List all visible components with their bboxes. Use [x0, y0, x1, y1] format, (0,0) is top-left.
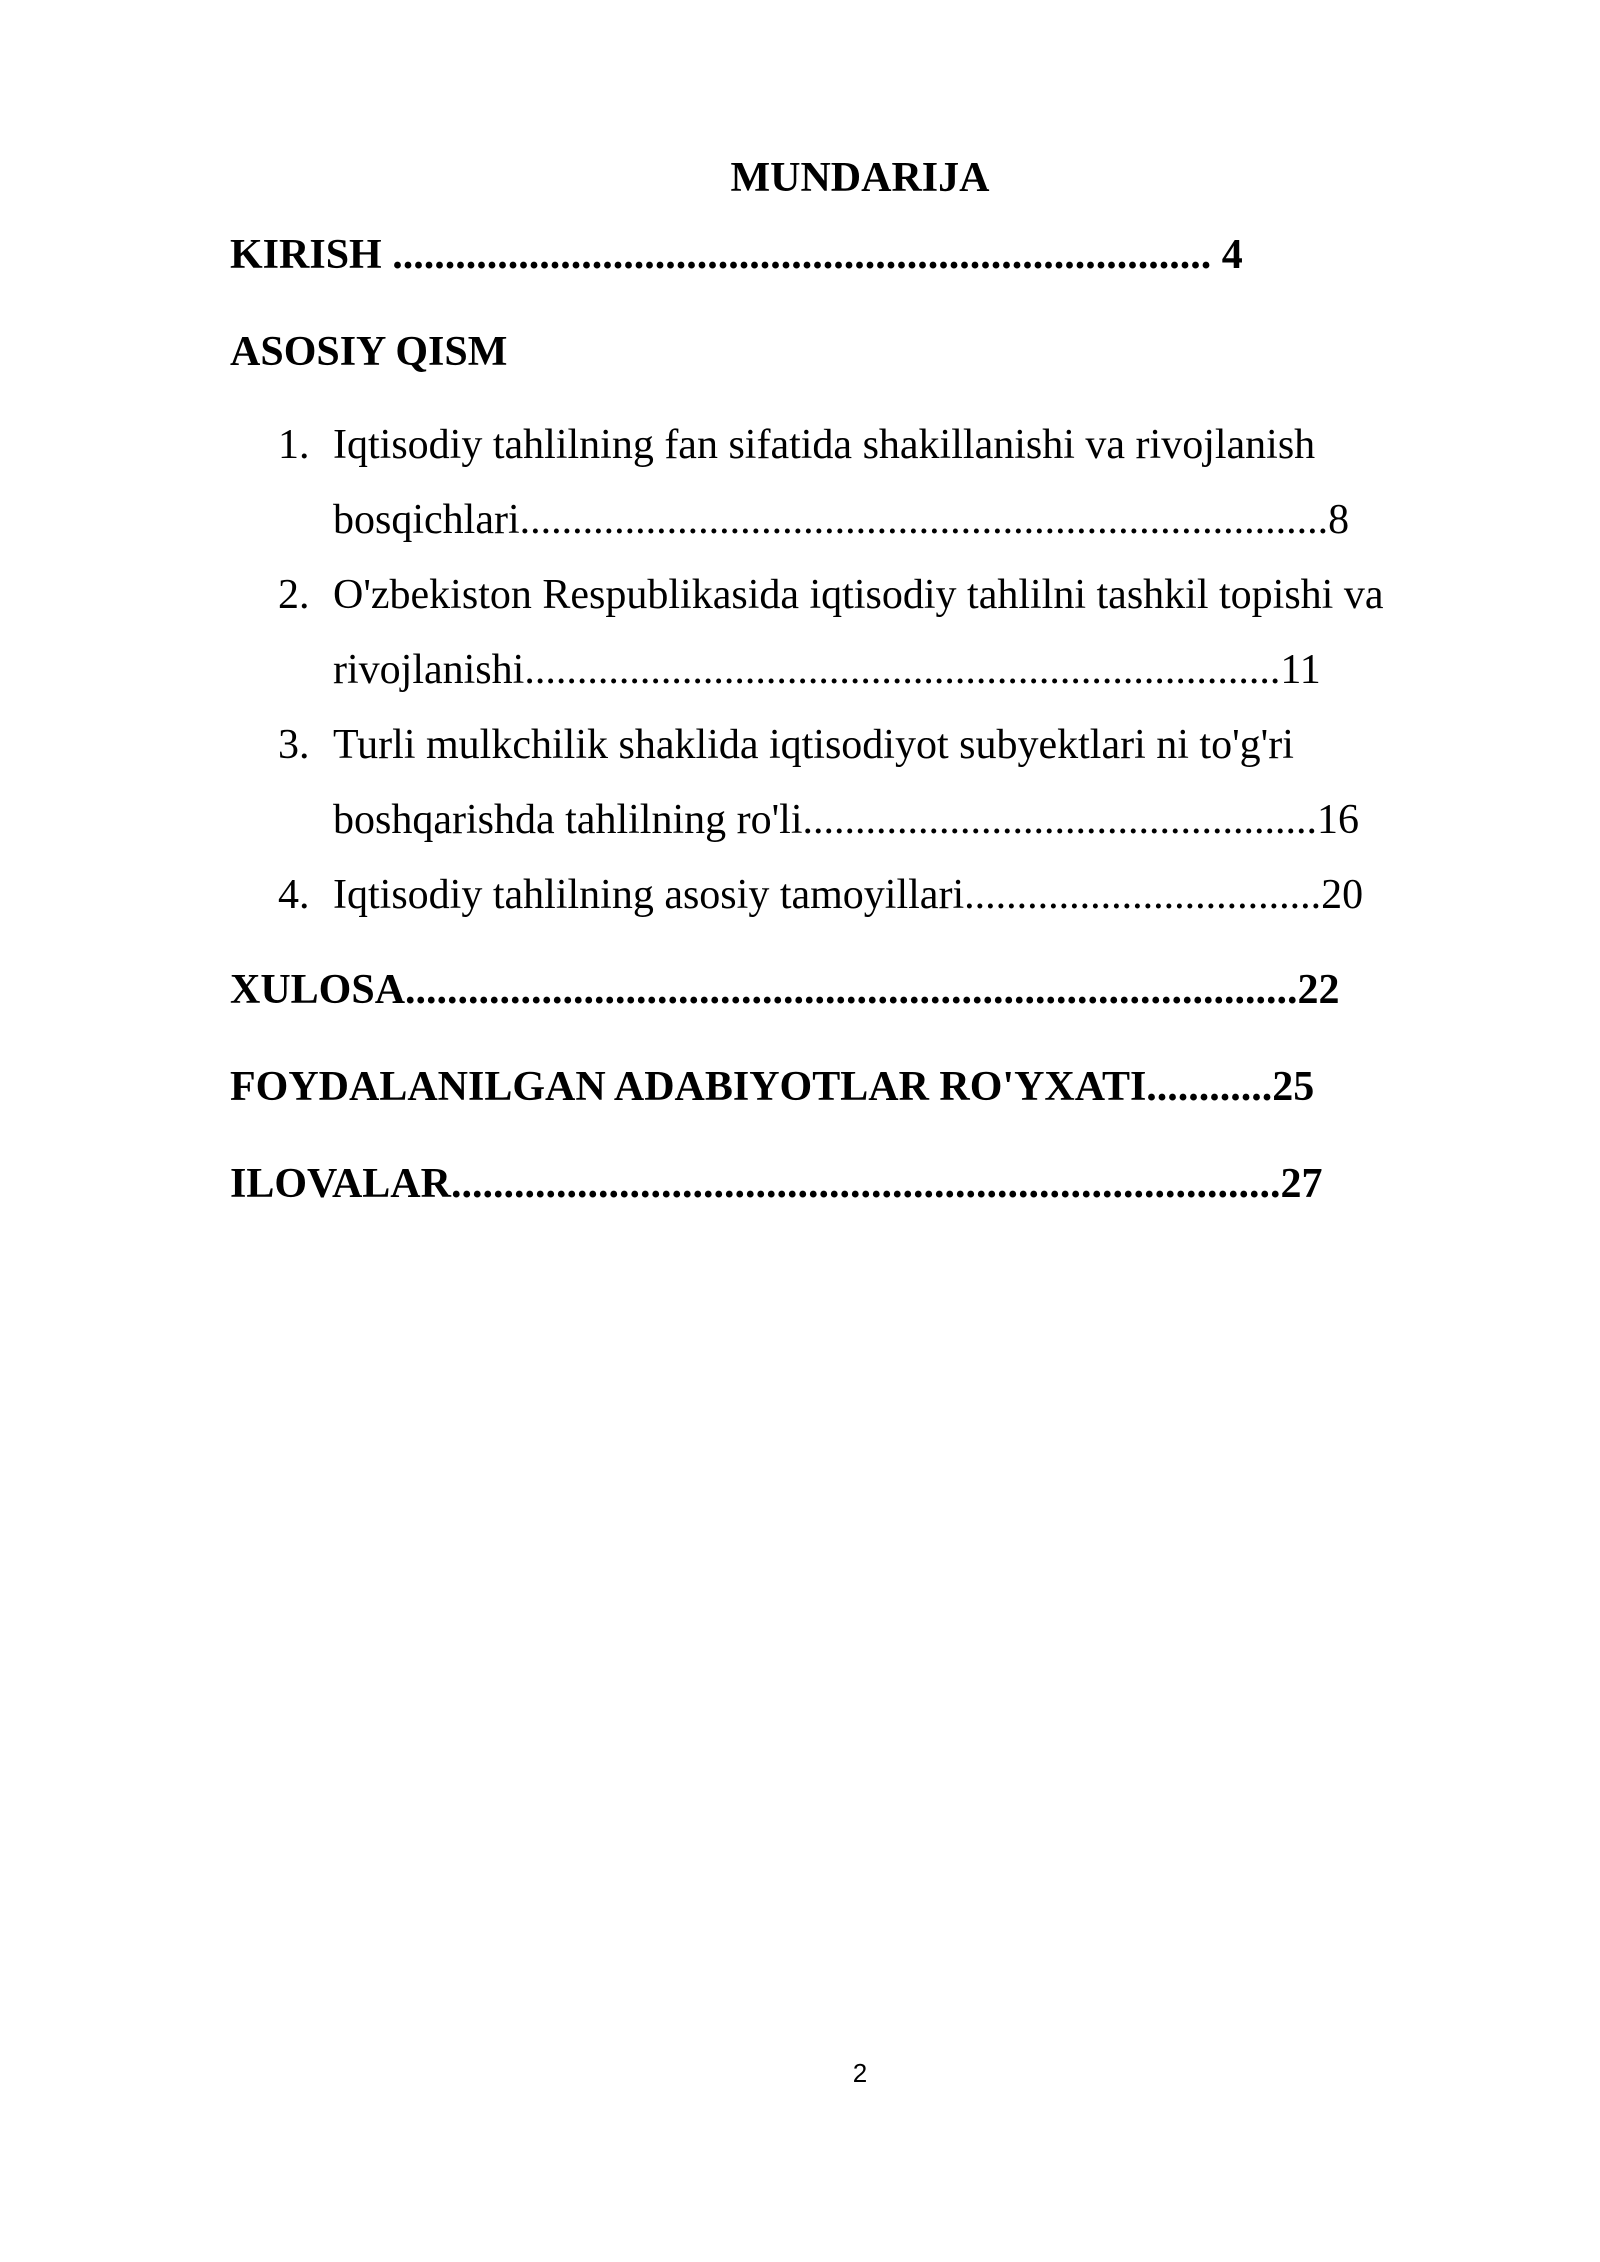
toc-item-number: 4.	[278, 872, 310, 918]
toc-entry-adabiyotlar: FOYDALANILGAN ADABIYOTLAR RO'YXATI............25	[230, 1064, 1315, 1110]
toc-item-line: rivojlanishi........................................................................11	[333, 647, 1321, 693]
toc-entry-kirish: KIRISH .............................................................................. 4	[230, 232, 1243, 278]
toc-item-line: bosqichlari.............................................................................8	[333, 497, 1350, 543]
toc-title-text: MUNDARIJA	[730, 155, 990, 201]
page-number: 2	[852, 2058, 868, 2088]
toc-item-number: 2.	[278, 572, 310, 618]
toc-entry-xulosa: XULOSA.....................................................................................22	[230, 967, 1340, 1013]
toc-item-number: 3.	[278, 722, 310, 768]
toc-item-number: 1.	[278, 422, 310, 468]
toc-title	[0, 148, 1600, 208]
toc-entry-ilovalar: ILOVALAR...............................................................................27	[230, 1161, 1323, 1207]
toc-item-line: boshqarishda tahlilning ro'li.................................................16	[333, 797, 1360, 843]
toc-item-line: Iqtisodiy tahlilning fan sifatida shakillanishi va rivojlanish	[333, 422, 1316, 468]
toc-item-line: O'zbekiston Respublikasida iqtisodiy tahlilni tashkil topishi va	[333, 572, 1384, 618]
toc-item-line: Turli mulkchilik shaklida iqtisodiyot subyektlari ni to'g'ri	[333, 722, 1294, 768]
toc-heading-asosiy-qism: ASOSIY QISM	[230, 329, 508, 375]
toc-item-line: Iqtisodiy tahlilning asosiy tamoyillari..................................20	[333, 872, 1364, 918]
